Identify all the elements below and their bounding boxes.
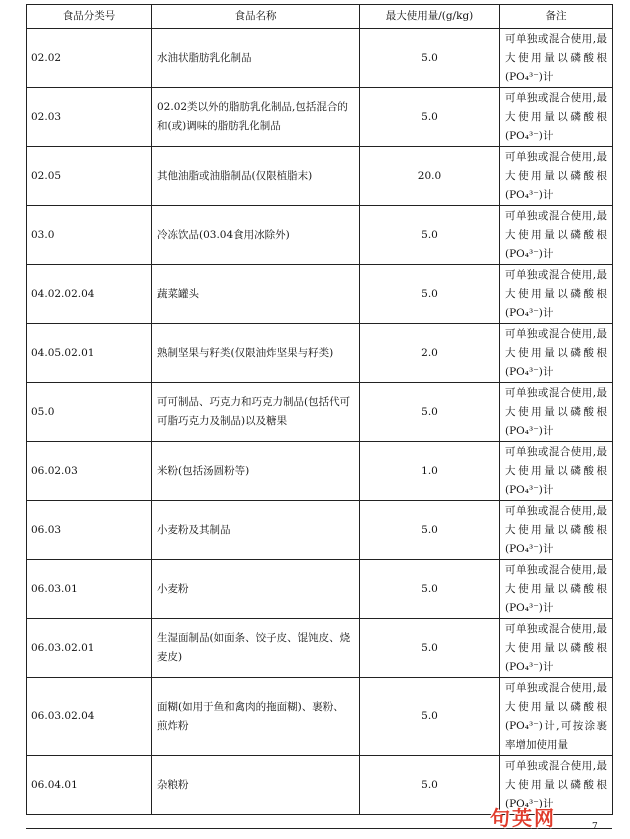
remarks-cell: 可单独或混合使用,最大使用量以磷酸根(PO₄³⁻)计 bbox=[500, 206, 613, 265]
food-category-code-cell: 02.05 bbox=[27, 147, 152, 206]
remarks-cell: 可单独或混合使用,最大使用量以磷酸根(PO₄³⁻)计 bbox=[500, 265, 613, 324]
max-usage-cell: 5.0 bbox=[360, 756, 500, 815]
food-category-code-cell: 04.02.02.04 bbox=[27, 265, 152, 324]
food-category-code-cell: 06.02.03 bbox=[27, 442, 152, 501]
table-row bbox=[27, 560, 613, 619]
max-usage-cell: 5.0 bbox=[360, 29, 500, 88]
food-name-cell: 可可制品、巧克力和巧克力制品(包括代可可脂巧克力及制品)以及糖果 bbox=[152, 383, 360, 442]
max-usage-cell: 1.0 bbox=[360, 442, 500, 501]
food-category-code-cell: 06.03 bbox=[27, 501, 152, 560]
header-max-usage: 最大使用量/(g/kg) bbox=[360, 5, 500, 29]
table-row bbox=[27, 147, 613, 206]
food-name-cell: 其他油脂或油脂制品(仅限植脂末) bbox=[152, 147, 360, 206]
additive-usage-table bbox=[26, 4, 613, 815]
additive-usage-table-container bbox=[26, 4, 612, 815]
header-food-category-code: 食品分类号 bbox=[27, 5, 152, 29]
food-category-code-cell: 02.02 bbox=[27, 29, 152, 88]
table-row bbox=[27, 383, 613, 442]
food-category-code-cell: 06.04.01 bbox=[27, 756, 152, 815]
food-name-cell: 蔬菜罐头 bbox=[152, 265, 360, 324]
table-row bbox=[27, 29, 613, 88]
remarks-cell: 可单独或混合使用,最大使用量以磷酸根(PO₄³⁻)计,可按涂裹率增加使用量 bbox=[500, 678, 613, 756]
food-name-cell: 02.02类以外的脂肪乳化制品,包括混合的和(或)调味的脂肪乳化制品 bbox=[152, 88, 360, 147]
remarks-cell: 可单独或混合使用,最大使用量以磷酸根(PO₄³⁻)计 bbox=[500, 560, 613, 619]
table-row bbox=[27, 678, 613, 756]
table-row bbox=[27, 442, 613, 501]
max-usage-cell: 5.0 bbox=[360, 619, 500, 678]
site-watermark: 句英网 bbox=[490, 806, 556, 830]
food-name-cell: 小麦粉及其制品 bbox=[152, 501, 360, 560]
remarks-cell: 可单独或混合使用,最大使用量以磷酸根(PO₄³⁻)计 bbox=[500, 324, 613, 383]
food-category-code-cell: 03.0 bbox=[27, 206, 152, 265]
remarks-cell: 可单独或混合使用,最大使用量以磷酸根(PO₄³⁻)计 bbox=[500, 756, 613, 815]
food-name-cell: 米粉(包括汤圆粉等) bbox=[152, 442, 360, 501]
food-category-code-cell: 06.03.01 bbox=[27, 560, 152, 619]
remarks-cell: 可单独或混合使用,最大使用量以磷酸根(PO₄³⁻)计 bbox=[500, 383, 613, 442]
food-name-cell: 面糊(如用于鱼和禽肉的拖面糊)、裹粉、煎炸粉 bbox=[152, 678, 360, 756]
max-usage-cell: 20.0 bbox=[360, 147, 500, 206]
food-category-code-cell: 06.03.02.01 bbox=[27, 619, 152, 678]
max-usage-cell: 2.0 bbox=[360, 324, 500, 383]
page-number: 7 bbox=[592, 822, 598, 832]
remarks-cell: 可单独或混合使用,最大使用量以磷酸根(PO₄³⁻)计 bbox=[500, 88, 613, 147]
food-name-cell: 熟制坚果与籽类(仅限油炸坚果与籽类) bbox=[152, 324, 360, 383]
max-usage-cell: 5.0 bbox=[360, 265, 500, 324]
remarks-cell: 可单独或混合使用,最大使用量以磷酸根(PO₄³⁻)计 bbox=[500, 501, 613, 560]
food-name-cell: 杂粮粉 bbox=[152, 756, 360, 815]
table-row bbox=[27, 619, 613, 678]
header-food-name: 食品名称 bbox=[152, 5, 360, 29]
remarks-cell: 可单独或混合使用,最大使用量以磷酸根(PO₄³⁻)计 bbox=[500, 442, 613, 501]
food-category-code-cell: 05.0 bbox=[27, 383, 152, 442]
table-row bbox=[27, 88, 613, 147]
food-category-code-cell: 02.03 bbox=[27, 88, 152, 147]
max-usage-cell: 5.0 bbox=[360, 206, 500, 265]
remarks-cell: 可单独或混合使用,最大使用量以磷酸根(PO₄³⁻)计 bbox=[500, 619, 613, 678]
header-remarks: 备注 bbox=[500, 5, 613, 29]
food-name-cell: 小麦粉 bbox=[152, 560, 360, 619]
table-row bbox=[27, 206, 613, 265]
food-name-cell: 生湿面制品(如面条、饺子皮、馄饨皮、烧麦皮) bbox=[152, 619, 360, 678]
max-usage-cell: 5.0 bbox=[360, 501, 500, 560]
food-name-cell: 水油状脂肪乳化制品 bbox=[152, 29, 360, 88]
remarks-cell: 可单独或混合使用,最大使用量以磷酸根(PO₄³⁻)计 bbox=[500, 29, 613, 88]
food-category-code-cell: 04.05.02.01 bbox=[27, 324, 152, 383]
table-header bbox=[27, 5, 613, 29]
remarks-cell: 可单独或混合使用,最大使用量以磷酸根(PO₄³⁻)计 bbox=[500, 147, 613, 206]
max-usage-cell: 5.0 bbox=[360, 678, 500, 756]
table-row bbox=[27, 501, 613, 560]
table-row bbox=[27, 324, 613, 383]
max-usage-cell: 5.0 bbox=[360, 560, 500, 619]
table-row bbox=[27, 265, 613, 324]
max-usage-cell: 5.0 bbox=[360, 383, 500, 442]
food-category-code-cell: 06.03.02.04 bbox=[27, 678, 152, 756]
header-row bbox=[27, 5, 613, 29]
food-name-cell: 冷冻饮品(03.04食用冰除外) bbox=[152, 206, 360, 265]
max-usage-cell: 5.0 bbox=[360, 88, 500, 147]
table-body bbox=[27, 29, 613, 815]
